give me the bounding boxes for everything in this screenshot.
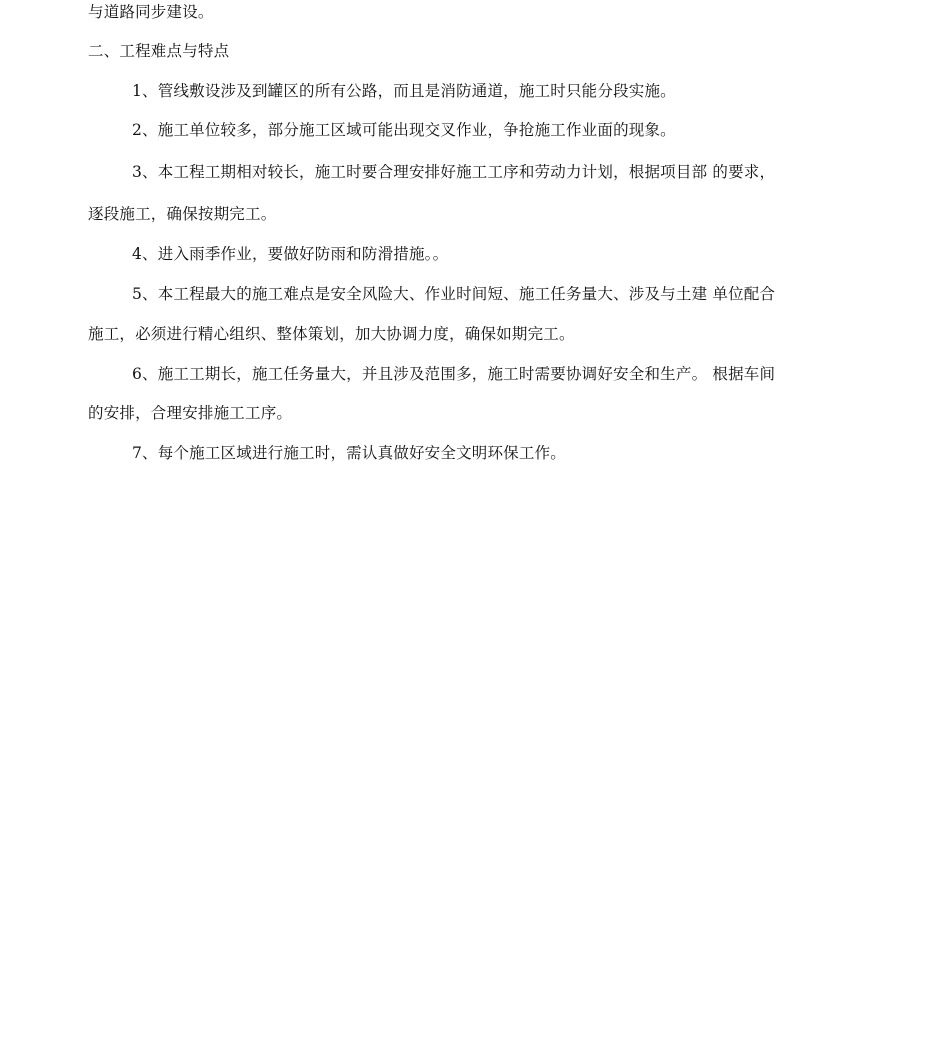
list-item-5-line-1: 5、本工程最大的施工难点是安全风险大、作业时间短、施工任务量大、涉及与土建 单位配合 xyxy=(132,285,776,303)
list-item-6-line-2: 的安排，合理安排施工工序。 xyxy=(88,404,293,422)
list-item-7: 7、每个施工区域进行施工时，需认真做好安全文明环保工作。 xyxy=(132,444,566,462)
list-item-1: 1、管线敷设涉及到罐区的所有公路，而且是消防通道，施工时只能分段实施。 xyxy=(132,82,676,100)
paragraph-continuation: 与道路同步建设。 xyxy=(88,3,214,21)
list-item-4: 4、进入雨季作业，要做好防雨和防滑措施。。 xyxy=(132,245,449,263)
list-item-6-line-1: 6、施工工期长，施工任务量大，并且涉及范围多，施工时需要协调好安全和生产。 根据车间 xyxy=(132,365,776,383)
list-item-3-line-1: 3、本工程工期相对较长，施工时要合理安排好施工工序和劳动力计划，根据项目部 的要求， xyxy=(132,163,776,181)
list-item-5-line-2: 施工，必须进行精心组织、整体策划，加大协调力度，确保如期完工。 xyxy=(88,325,575,343)
list-item-3-line-2: 逐段施工，确保按期完工。 xyxy=(88,205,277,223)
list-item-2: 2、施工单位较多，部分施工区域可能出现交叉作业，争抢施工作业面的现象。 xyxy=(132,121,676,139)
section-heading: 二、工程难点与特点 xyxy=(88,42,230,60)
